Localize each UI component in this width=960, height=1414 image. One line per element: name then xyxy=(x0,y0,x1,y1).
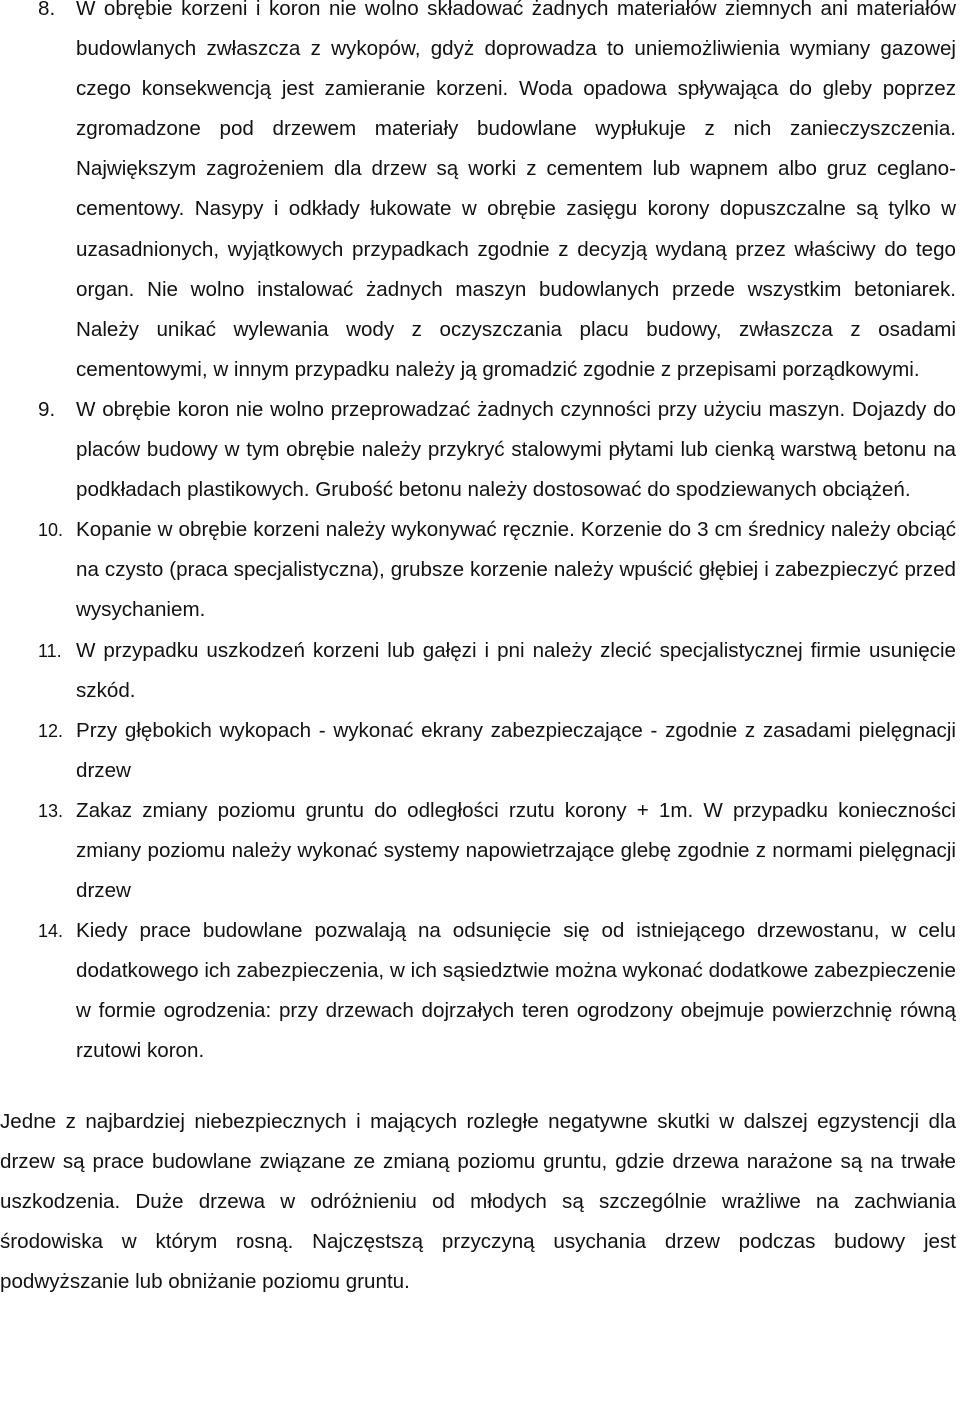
list-item-9 xyxy=(0,390,960,510)
list-item-11 xyxy=(0,631,960,711)
list-number: 12. xyxy=(38,720,64,741)
list-item-text: Kopanie w obrębie korzeni należy wykonywać ręcznie. Korzenie do 3 cm średnicy należy obciąć na czysto (praca specjalistyczna), grubsze korzenie należy wpuścić głębiej i zabezpieczyć przed wysychaniem. xyxy=(76,518,956,622)
list-item-13 xyxy=(0,791,960,911)
list-item-14 xyxy=(0,911,960,1071)
list-number: 13. xyxy=(38,800,64,821)
list-item-8 xyxy=(0,0,960,390)
list-item-text: W obrębie korzeni i koron nie wolno składować żadnych materiałów ziemnych ani materiałów budowlanych zwłaszcza z wykopów, gdyż doprowadza to uniemożliwienia wymiany gazowej czego konsekwencją jest zamieranie korzeni. Woda opadowa spływająca do gleby poprzez zgromadzone pod drzewem materiały budowlane wypłukuje z nich zanieczyszczenia. Największym zagrożeniem dla drzew są worki z cementem lub wapnem albo gruz ceglano-cementowy. Nasypy i odkłady łukowate w obrębie zasięgu korony dopuszczalne są tylko w uzasadnionych, wyjątkowych przypadkach zgodnie z decyzją wydaną przez właściwy do tego organ. Nie wolno instalować żadnych maszyn budowlanych przede wszystkim betoniarek. Należy unikać wylewania wody z oczyszczania placu budowy, zwłaszcza z osadami cementowymi, w innym przypadku należy ją gromadzić zgodnie z przepisami porządkowymi. xyxy=(76,0,956,381)
list-item-text: Zakaz zmiany poziomu gruntu do odległości rzutu korony + 1m. W przypadku konieczności zmiany poziomu należy wykonać systemy napowietrzające glebę zgodnie z normami pielęgnacji drzew xyxy=(76,798,956,903)
list-number: 9. xyxy=(38,397,56,421)
list-item-10 xyxy=(0,510,960,630)
list-number: 8. xyxy=(38,0,56,20)
list-item-text: Przy głębokich wykopach - wykonać ekrany zabezpieczające - zgodnie z zasadami pielęgnacji drzew xyxy=(76,718,956,782)
list-number: 11. xyxy=(38,640,62,661)
list-number: 14. xyxy=(38,921,64,942)
list-item-12 xyxy=(0,711,960,791)
list-item-text: W obrębie koron nie wolno przeprowadzać żadnych czynności przy użyciu maszyn. Dojazdy do placów budowy w tym obrębie należy przykryć stalowymi płytami lub cienką warstwą betonu na podkładach plastikowych. Grubość betonu należy dostosować do spodziewanych obciążeń. xyxy=(76,397,956,502)
list-item-text: W przypadku uszkodzeń korzeni lub gałęzi i pni należy zlecić specjalistycznej firmie usunięcie szkód. xyxy=(76,638,956,702)
list-number: 10. xyxy=(38,520,64,541)
list-item-text: Kiedy prace budowlane pozwalają na odsunięcie się od istniejącego drzewostanu, w celu dodatkowego ich zabezpieczenia, w ich sąsiedztwie można wykonać dodatkowe zabezpieczenie w formie ogrodzenia: przy drzewach dojrzałych teren ogrodzony obejmuje powierzchnię równą rzutowi koron. xyxy=(76,919,956,1063)
closing-paragraph: Jedne z najbardziej niebezpiecznych i mających rozległe negatywne skutki w dalszej egzystencji dla drzew są prace budowlane związane ze zmianą poziomu gruntu, gdzie drzewa narażone są na trwałe uszkodzenia. Duże drzewa w odróżnieniu od młodych są szczególnie wrażliwe na zachwiania środowiska w którym rosną. Najczęstszą przyczyną usychania drzew podczas budowy jest podwyższanie lub obniżanie poziomu gruntu. xyxy=(0,1109,956,1293)
